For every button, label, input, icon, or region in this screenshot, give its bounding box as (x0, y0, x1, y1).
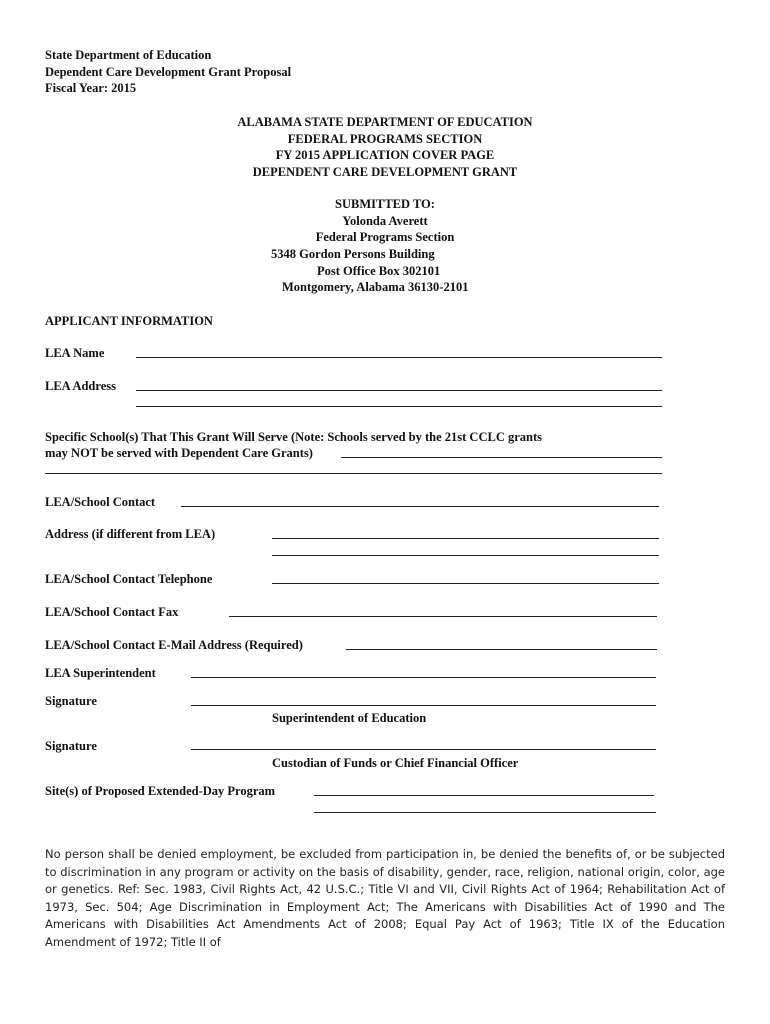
superintendent-field[interactable] (191, 677, 656, 678)
lea-name-label: LEA Name (45, 346, 105, 360)
signature-1-caption: Superintendent of Education (272, 711, 427, 725)
telephone-label: LEA/School Contact Telephone (45, 572, 213, 586)
signature-2-label: Signature (45, 739, 97, 753)
submitted-name: Yolonda Averett (342, 214, 428, 228)
telephone-field[interactable] (272, 583, 659, 584)
applicant-section-title: APPLICANT INFORMATION (45, 314, 213, 328)
schools-label-line-1: Specific School(s) That This Grant Will Serve (Note: Schools served by the 21st CCLC grants (45, 430, 542, 444)
lea-address-label: LEA Address (45, 379, 116, 393)
signature-1-field[interactable] (191, 705, 656, 706)
sites-field-1[interactable] (314, 795, 654, 796)
fax-label: LEA/School Contact Fax (45, 605, 179, 619)
email-label: LEA/School Contact E-Mail Address (Required) (45, 638, 303, 652)
title-line-1: ALABAMA STATE DEPARTMENT OF EDUCATION (237, 115, 533, 129)
header-line-2: Dependent Care Development Grant Proposal (45, 65, 292, 79)
schools-field-2[interactable] (45, 473, 662, 474)
address-different-field-2[interactable] (272, 555, 659, 556)
signature-2-field[interactable] (191, 749, 656, 750)
submitted-building: 5348 Gordon Persons Building (271, 247, 435, 261)
schools-label-line-2: may NOT be served with Dependent Care Grants) (45, 446, 313, 460)
contact-label: LEA/School Contact (45, 495, 156, 509)
superintendent-label: LEA Superintendent (45, 666, 156, 680)
signature-1-label: Signature (45, 694, 97, 708)
lea-name-field[interactable] (136, 357, 662, 358)
title-line-4: DEPENDENT CARE DEVELOPMENT GRANT (252, 165, 518, 179)
submitted-city: Montgomery, Alabama 36130-2101 (282, 280, 469, 294)
lea-address-field-2[interactable] (136, 406, 662, 407)
address-different-label: Address (if different from LEA) (45, 527, 216, 541)
sites-field-2[interactable] (314, 812, 656, 813)
submitted-section: Federal Programs Section (315, 230, 455, 244)
schools-field-1[interactable] (341, 457, 662, 458)
signature-2-caption: Custodian of Funds or Chief Financial Officer (272, 756, 519, 770)
submitted-heading: SUBMITTED TO: (335, 197, 435, 211)
title-line-3: FY 2015 APPLICATION COVER PAGE (275, 148, 495, 162)
header-line-3: Fiscal Year: 2015 (45, 81, 137, 95)
email-field[interactable] (346, 649, 657, 650)
fax-field[interactable] (229, 616, 657, 617)
title-line-2: FEDERAL PROGRAMS SECTION (287, 132, 483, 146)
nondiscrimination-notice: No person shall be denied employment, be excluded from participation in, be denied the benefits of, or be subjected to discrimination in any program or activity on the basis of disability, gender, race, religion, national origin, color, age or genetics. Ref: Sec. 1983, Civil Rights Act, 42 U.S.C.; Title VI and VII, Civil Rights Act of 1964; Rehabilitation Act of 1973, Sec. 504; Age Discrimination in Employment Act; The Americans with Disabilities Act of 1990 and The Americans with Disabilities Act Amendments Act of 2008; Equal Pay Act of 1963; Title IX of the Education Amendment of 1972; Title II of (45, 847, 725, 949)
contact-field[interactable] (181, 506, 659, 507)
sites-label: Site(s) of Proposed Extended-Day Program (45, 784, 276, 798)
lea-address-field-1[interactable] (136, 390, 662, 391)
address-different-field-1[interactable] (272, 538, 659, 539)
submitted-pobox: Post Office Box 302101 (317, 264, 441, 278)
header-line-1: State Department of Education (45, 48, 212, 62)
